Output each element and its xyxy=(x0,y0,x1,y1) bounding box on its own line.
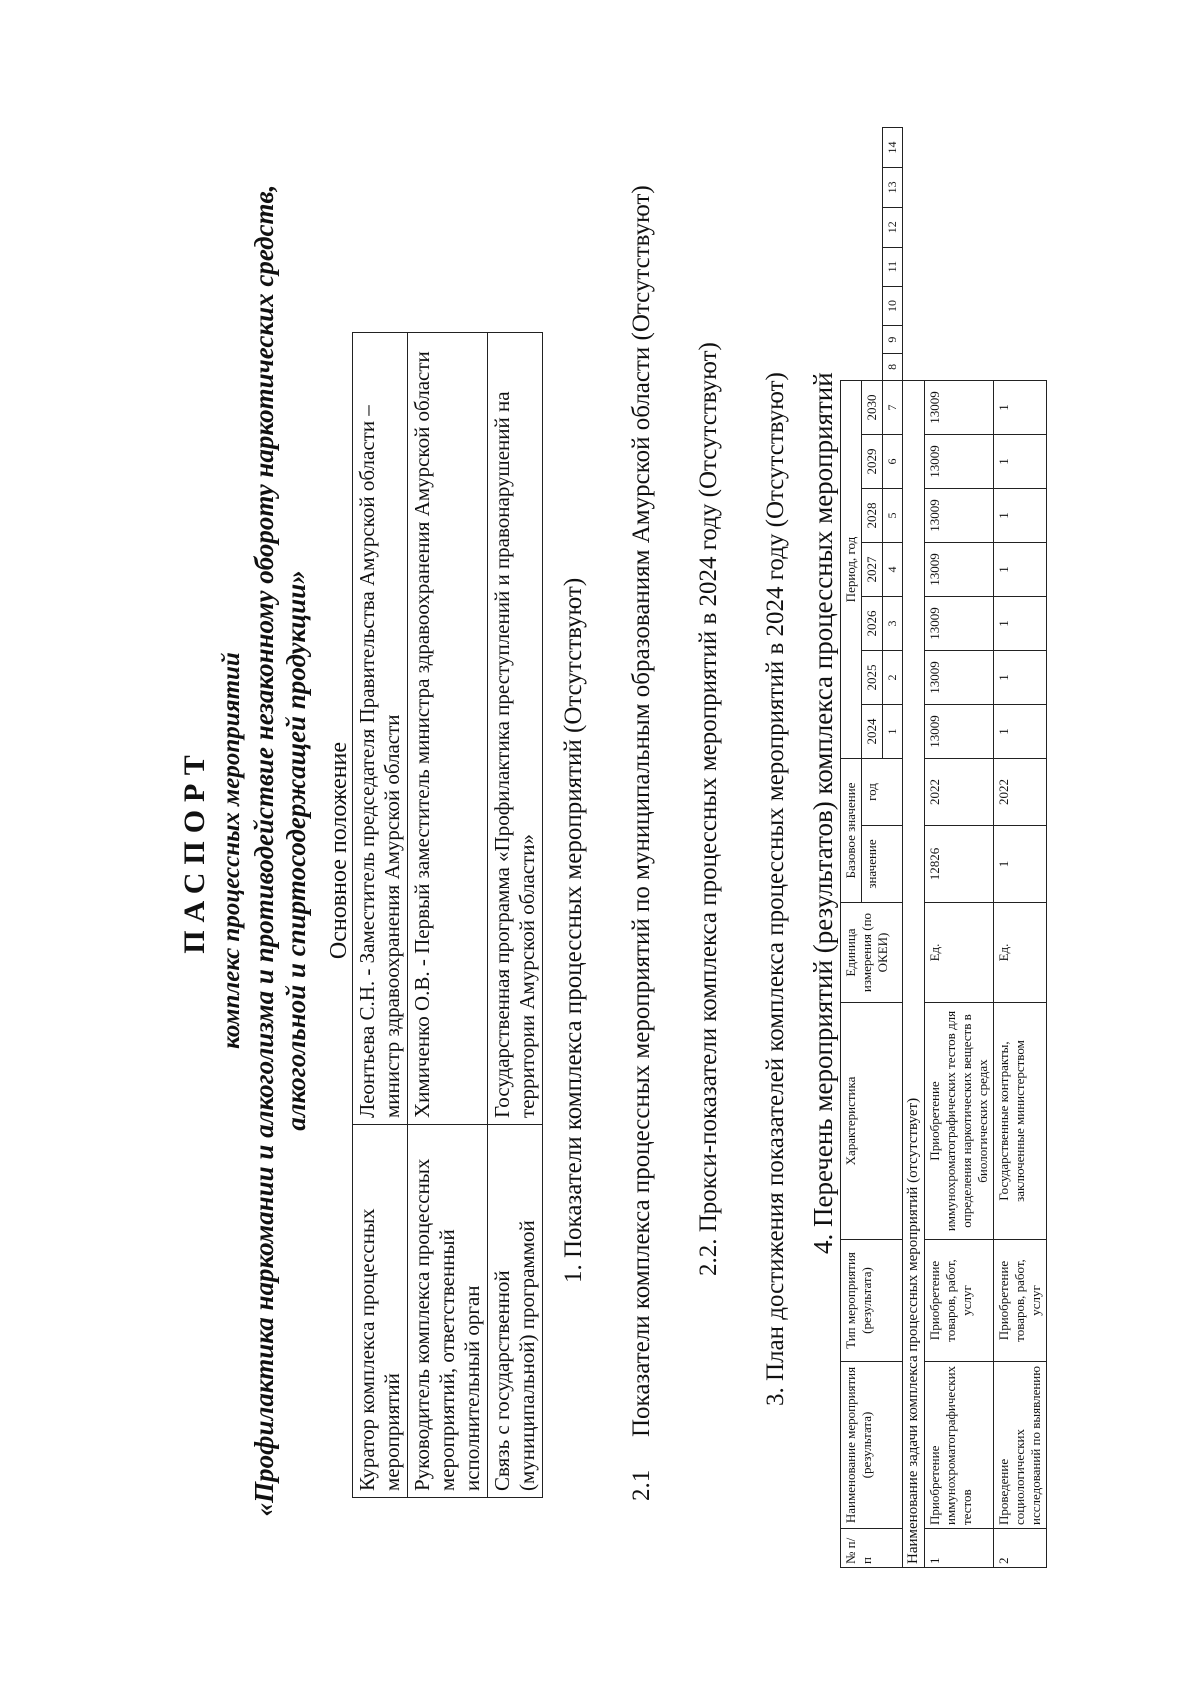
header-year: 2029 xyxy=(862,435,883,489)
row-year-value: 1 xyxy=(994,435,1047,489)
row-year-value: 13009 xyxy=(925,543,994,597)
table-row xyxy=(353,333,408,1498)
header-base: Базовое значение xyxy=(841,759,862,903)
header-base-year: год xyxy=(862,759,903,826)
program-name-line-2: алкогольной и спиртосодержащей продукции» xyxy=(281,570,311,1131)
column-index: 7 xyxy=(883,381,903,435)
column-index: 4 xyxy=(883,543,903,597)
basic-value: Химиченко О.В. - Первый заместитель министра здравоохранения Амурской области xyxy=(408,333,488,1125)
header-unit: Единица измерения (по ОКЕИ) xyxy=(841,903,903,1003)
section-2-1-heading xyxy=(628,185,656,1501)
section-3-heading: 3. План достижения показателей комплекса процессных мероприятий в 2024 году (Отсутствуют) xyxy=(762,372,789,1406)
row-year-value: 1 xyxy=(994,705,1047,759)
column-index: 10 xyxy=(883,286,903,326)
header-year: 2026 xyxy=(862,597,883,651)
basic-value: Государственная программа «Профилактика преступлений и правонарушений на территории Амурской области» xyxy=(488,333,543,1125)
header-year: 2027 xyxy=(862,543,883,597)
row-characteristic: Приобретение иммунохроматографических тестов для определения наркотических веществ в биологических средах xyxy=(925,1003,994,1240)
document-subtitle: комплекс процессных мероприятий xyxy=(218,652,245,1049)
row-year-value: 1 xyxy=(994,543,1047,597)
row-base-year: 2022 xyxy=(925,759,994,826)
row-type: Приобретение товаров, работ, услуг xyxy=(925,1240,994,1362)
table-row xyxy=(408,333,488,1498)
header-period: Период, год xyxy=(841,381,862,759)
column-index: 2 xyxy=(883,651,903,705)
basic-key: Связь с государственной (муниципальной) программой xyxy=(488,1125,543,1498)
column-index: 14 xyxy=(883,128,903,168)
column-index: 13 xyxy=(883,167,903,207)
header-characteristic: Характеристика xyxy=(841,1003,903,1240)
section-text: Показатели комплекса процессных мероприятий по муниципальным образованиям Амурской области (Отсутствуют) xyxy=(628,185,655,1437)
row-num: 1 xyxy=(925,1529,994,1568)
header-year: 2024 xyxy=(862,705,883,759)
row-year-value: 1 xyxy=(994,489,1047,543)
basic-key: Куратор комплекса процессных мероприятий xyxy=(353,1125,408,1498)
row-unit: Ед. xyxy=(994,903,1047,1003)
row-type: Приобретение товаров, работ, услуг xyxy=(994,1240,1047,1362)
table-row xyxy=(994,128,1047,1568)
row-characteristic: Государственные контракты, заключенные министерством xyxy=(994,1003,1047,1240)
column-index: 8 xyxy=(883,353,903,380)
row-base-value: 1 xyxy=(994,826,1047,903)
column-index: 9 xyxy=(883,326,903,353)
document-title: ПАСПОРТ xyxy=(178,747,211,954)
row-year-value: 13009 xyxy=(925,435,994,489)
table-row xyxy=(488,333,543,1498)
row-year-value: 1 xyxy=(994,651,1047,705)
table-row xyxy=(925,128,994,1568)
row-year-value: 13009 xyxy=(925,651,994,705)
program-name-line-1: «Профилактика наркомании и алкоголизма и противодействие незаконному обороту наркотических средств, xyxy=(249,184,279,1517)
section-2-2-heading: 2.2. Прокси-показатели комплекса процессных мероприятий в 2024 году (Отсутствуют) xyxy=(695,342,722,1276)
column-index: 12 xyxy=(883,207,903,247)
basic-key: Руководитель комплекса процессных мероприятий, ответственный исполнительный орган xyxy=(408,1125,488,1498)
column-index: 6 xyxy=(883,435,903,489)
row-year-value: 1 xyxy=(994,597,1047,651)
row-num: 2 xyxy=(994,1529,1047,1568)
basic-info-table xyxy=(352,332,543,1498)
header-type: Тип мероприятия (результата) xyxy=(841,1240,903,1362)
row-year-value: 1 xyxy=(994,381,1047,435)
row-year-value: 13009 xyxy=(925,489,994,543)
row-year-value: 13009 xyxy=(925,597,994,651)
row-year-value: 13009 xyxy=(925,381,994,435)
row-year-value: 13009 xyxy=(925,705,994,759)
basic-value: Леонтьева С.Н. - Заместитель председателя Правительства Амурской области – министр здравоохранения Амурской области xyxy=(353,333,408,1125)
section-number: 2.1 xyxy=(628,1469,655,1501)
column-index: 3 xyxy=(883,597,903,651)
header-base-value: значение xyxy=(862,826,903,903)
row-name: Проведение социологических исследований по выявлению xyxy=(994,1362,1047,1529)
column-index: 11 xyxy=(883,247,903,286)
header-year: 2028 xyxy=(862,489,883,543)
row-base-value: 12826 xyxy=(925,826,994,903)
section-1-heading: 1. Показатели комплекса процессных мероприятий (Отсутствуют) xyxy=(560,577,587,1283)
header-year: 2030 xyxy=(862,381,883,435)
table-header-row xyxy=(841,128,862,1568)
row-name: Приобретение иммунохроматографических тестов xyxy=(925,1362,994,1529)
row-base-year: 2022 xyxy=(994,759,1047,826)
header-num: № п/п xyxy=(841,1529,903,1568)
section-4-heading: 4. Перечень мероприятий (результатов) комплекса процессных мероприятий xyxy=(808,372,838,1254)
header-year: 2025 xyxy=(862,651,883,705)
basic-info-heading: Основное положение xyxy=(326,741,352,960)
column-index: 5 xyxy=(883,489,903,543)
column-index: 1 xyxy=(883,705,903,759)
task-section-label: Наименование задачи комплекса процессных мероприятий (отсутствует) xyxy=(903,381,925,1568)
task-section-row xyxy=(903,128,925,1568)
header-name: Наименование мероприятия (результата) xyxy=(841,1362,903,1529)
row-unit: Ед. xyxy=(925,903,994,1003)
activities-table xyxy=(840,127,1047,1568)
